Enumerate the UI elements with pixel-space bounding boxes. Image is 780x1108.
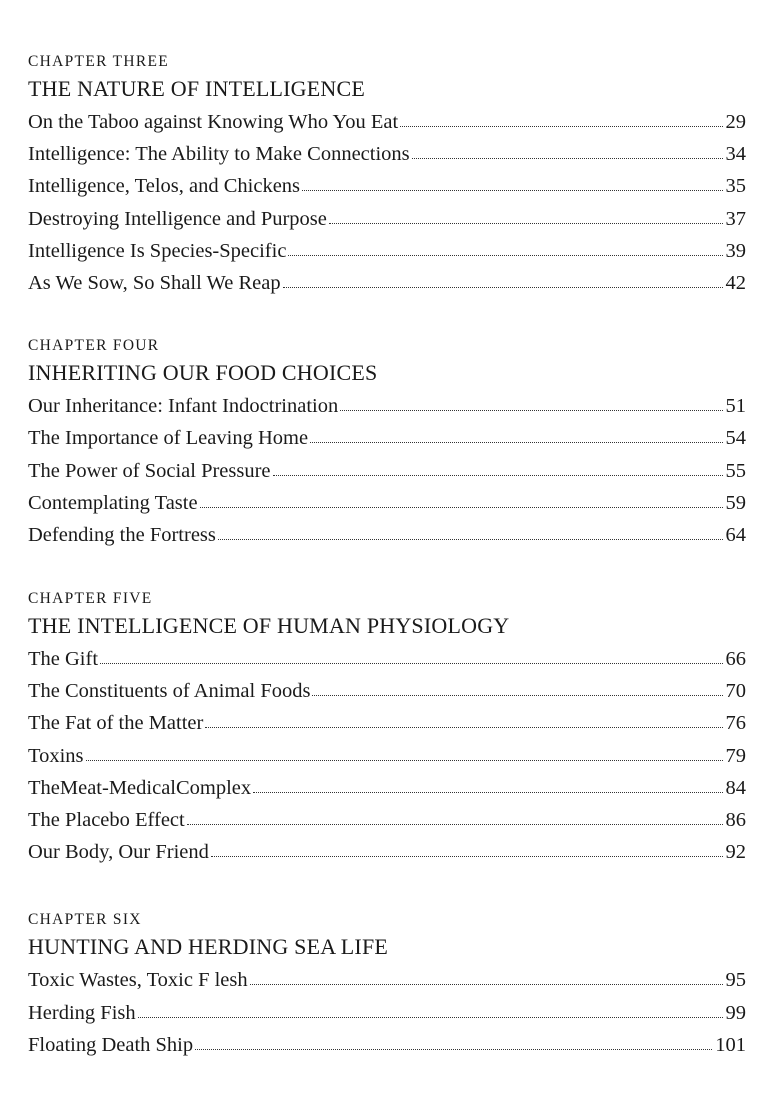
toc-entry[interactable]: [28, 390, 746, 422]
entry-title: Herding Fish: [28, 1001, 136, 1024]
entry-title: The Fat of the Matter: [28, 712, 204, 735]
entry-title: Intelligence: The Ability to Make Connections: [28, 143, 410, 166]
entry-page-number: 70: [725, 680, 746, 703]
entry-title: Destroying Intelligence and Purpose: [28, 207, 327, 230]
toc-entry[interactable]: [28, 643, 746, 675]
chapter-six: [28, 910, 746, 1061]
entry-title: The Gift: [28, 648, 99, 671]
toc-entry[interactable]: [28, 422, 746, 454]
toc-entry[interactable]: [28, 455, 746, 487]
entry-title: TheMeat-MedicalComplex: [28, 776, 252, 799]
dot-leader: [283, 287, 723, 288]
entry-title: Our Inheritance: Infant Indoctrination: [28, 395, 339, 418]
entry-title: The Power of Social Pressure: [28, 459, 271, 482]
entry-title: Intelligence Is Species-Specific: [28, 239, 287, 262]
dot-leader: [218, 539, 723, 540]
entry-title: Our Body, Our Friend: [28, 841, 209, 864]
entry-title: Contemplating Taste: [28, 491, 198, 514]
chapter-label: CHAPTER FOUR: [28, 337, 160, 355]
dot-leader: [138, 1017, 723, 1018]
toc-entry[interactable]: [28, 836, 746, 868]
chapter-four: [28, 336, 746, 551]
entry-page-number: 84: [725, 776, 746, 799]
dot-leader: [195, 1049, 712, 1050]
entry-title: Toxins: [28, 744, 84, 767]
toc-entry[interactable]: [28, 804, 746, 836]
toc-entry[interactable]: [28, 964, 746, 996]
dot-leader: [273, 475, 723, 476]
table-of-contents: [28, 52, 746, 1061]
dot-leader: [302, 190, 722, 191]
chapter-title: INHERITING OUR FOOD CHOICES: [28, 360, 378, 386]
entry-page-number: 76: [725, 712, 746, 735]
toc-entry[interactable]: [28, 707, 746, 739]
dot-leader: [250, 984, 723, 985]
entry-page-number: 59: [725, 491, 746, 514]
entry-page-number: 86: [725, 809, 746, 831]
entry-page-number: 54: [725, 427, 746, 450]
dot-leader: [211, 856, 723, 857]
toc-entry[interactable]: [28, 106, 746, 138]
dot-leader: [288, 255, 722, 256]
dot-leader: [200, 507, 723, 508]
dot-leader: [312, 695, 722, 696]
chapter-entries: [28, 106, 746, 299]
dot-leader: [253, 792, 722, 793]
chapter-title: HUNTING AND HERDING SEA LIFE: [28, 934, 389, 960]
toc-entry[interactable]: [28, 170, 746, 202]
entry-title: Defending the Fortress: [28, 523, 216, 546]
chapter-label: CHAPTER THREE: [28, 53, 170, 70]
chapter-entries: [28, 390, 746, 551]
entry-page-number: 64: [725, 523, 746, 546]
entry-title: Intelligence, Telos, and Chickens: [28, 175, 301, 198]
entry-page-number: 92: [725, 841, 746, 864]
entry-page-number: 42: [725, 271, 746, 294]
dot-leader: [412, 158, 723, 159]
toc-entry[interactable]: [28, 235, 746, 267]
dot-leader: [329, 223, 723, 224]
entry-page-number: 55: [725, 459, 746, 482]
entry-page-number: 34: [725, 143, 746, 166]
toc-entry[interactable]: [28, 675, 746, 707]
dot-leader: [100, 663, 722, 664]
chapter-three: [28, 52, 746, 299]
toc-entry[interactable]: [28, 519, 746, 551]
entry-page-number: 99: [725, 1001, 746, 1024]
dot-leader: [400, 126, 722, 127]
chapter-entries: [28, 964, 746, 1061]
chapter-entries: [28, 643, 746, 868]
entry-title: On the Taboo against Knowing Who You Eat: [28, 111, 399, 133]
entry-page-number: 66: [725, 648, 746, 671]
toc-entry[interactable]: [28, 772, 746, 804]
chapter-label: CHAPTER FIVE: [28, 590, 153, 608]
entry-page-number: 39: [725, 239, 746, 262]
entry-title: Toxic Wastes, Toxic F lesh: [28, 969, 248, 992]
entry-title: The Constituents of Animal Foods: [28, 680, 311, 703]
toc-entry[interactable]: [28, 203, 746, 235]
entry-title: Floating Death Ship: [28, 1033, 194, 1056]
chapter-label: CHAPTER SIX: [28, 911, 142, 929]
entry-page-number: 35: [725, 175, 746, 198]
toc-entry[interactable]: [28, 267, 746, 299]
entry-page-number: 79: [725, 744, 746, 767]
dot-leader: [310, 442, 722, 443]
chapter-title: THE INTELLIGENCE OF HUMAN PHYSIOLOGY: [28, 613, 510, 639]
entry-page-number: 95: [725, 969, 746, 992]
chapter-five: [28, 589, 746, 868]
entry-page-number: 37: [725, 207, 746, 230]
dot-leader: [205, 727, 722, 728]
entry-title: The Placebo Effect: [28, 809, 185, 831]
chapter-title: THE NATURE OF INTELLIGENCE: [28, 76, 365, 101]
toc-entry[interactable]: [28, 740, 746, 772]
toc-entry[interactable]: [28, 997, 746, 1029]
dot-leader: [86, 760, 723, 761]
entry-title: As We Sow, So Shall We Reap: [28, 271, 281, 294]
entry-page-number: 29: [725, 111, 746, 133]
toc-entry[interactable]: [28, 138, 746, 170]
entry-title: The Importance of Leaving Home: [28, 427, 309, 450]
dot-leader: [187, 824, 723, 825]
toc-entry[interactable]: [28, 1029, 746, 1061]
dot-leader: [340, 410, 722, 411]
toc-entry[interactable]: [28, 487, 746, 519]
entry-page-number: 51: [725, 395, 746, 418]
entry-page-number: 101: [715, 1033, 746, 1056]
